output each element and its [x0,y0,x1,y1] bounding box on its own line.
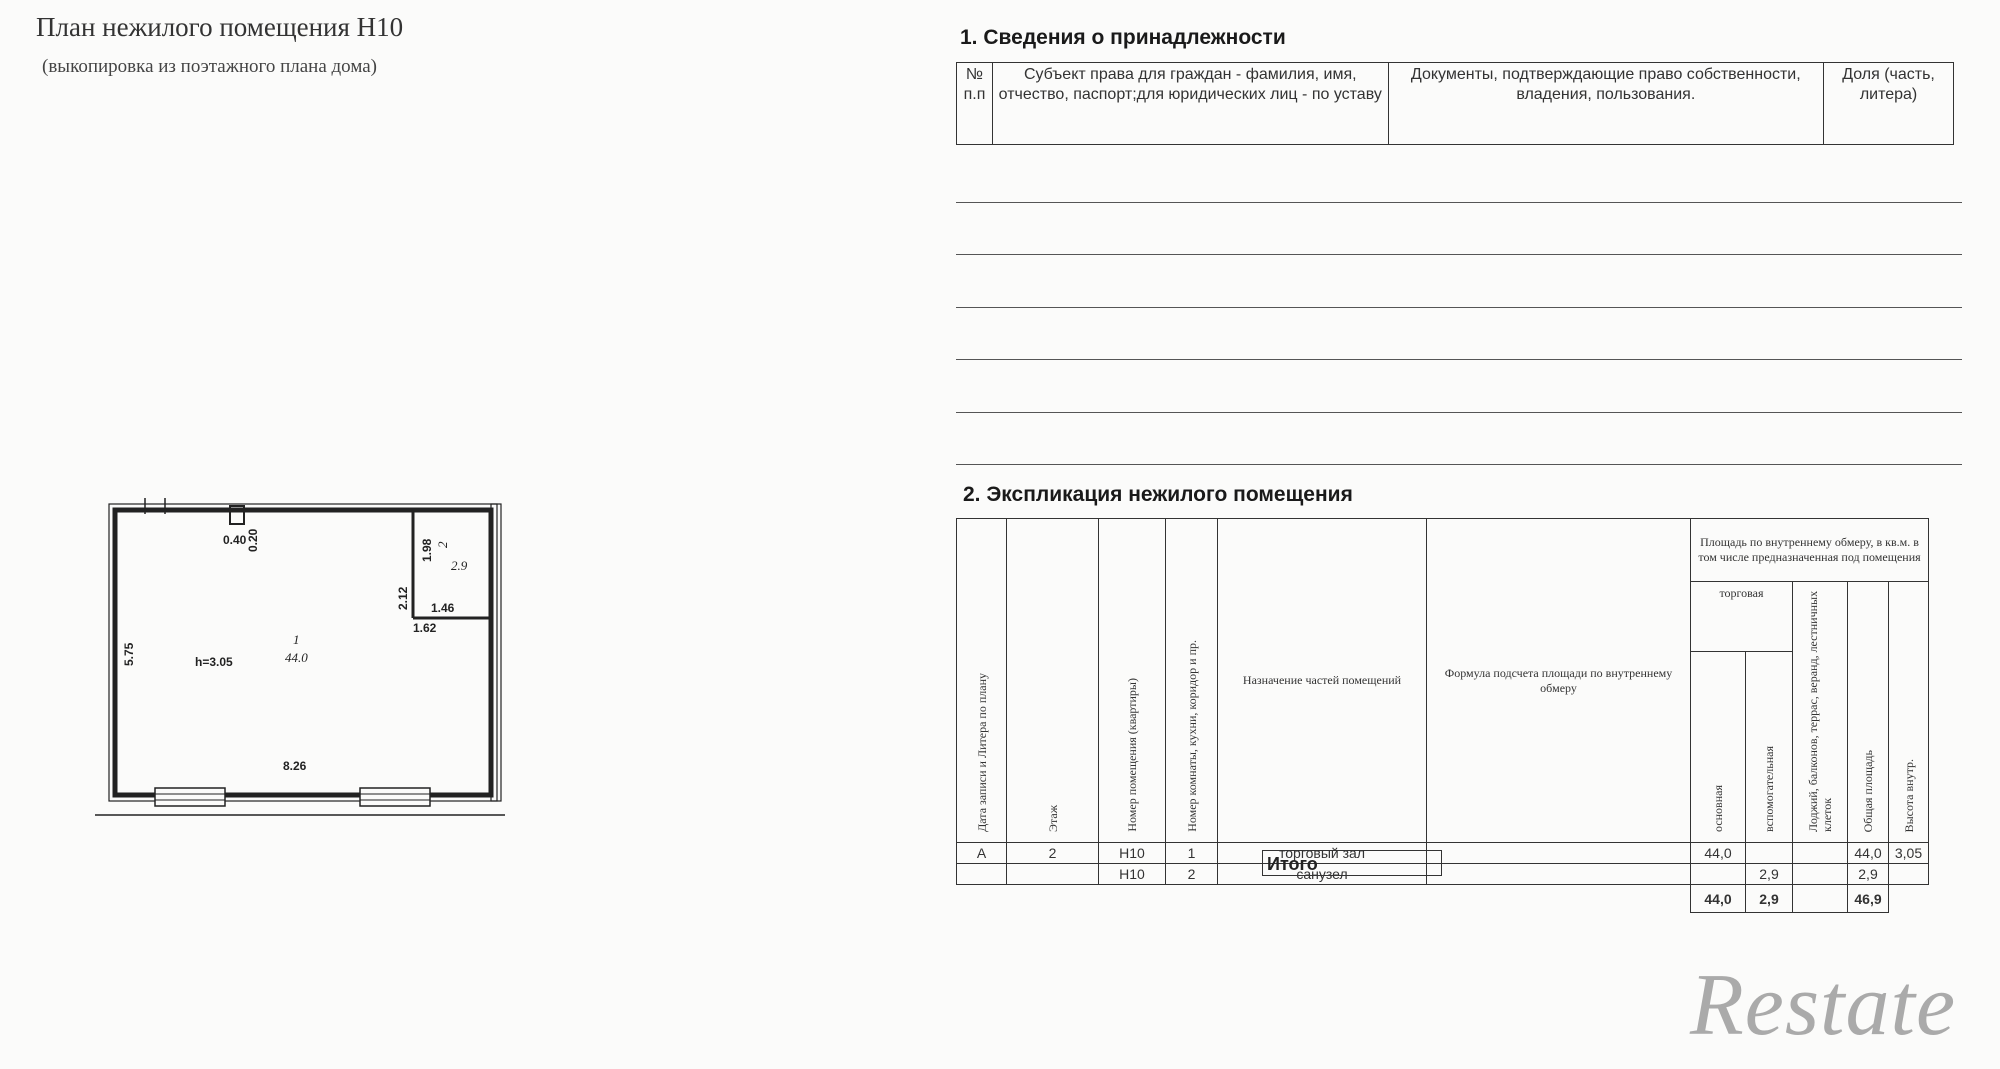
ownership-header-num: № п.п [957,63,993,145]
row2-lit [957,864,1007,885]
row2-total: 2,9 [1848,864,1889,885]
col-apt-header: Номер помещения (квартиры) [1099,519,1166,843]
ownership-header-subject: Субъект права для граждан - фамилия, имя, отчество, паспорт;для юридических лиц - по уставу [992,63,1388,145]
plan-room2-num: 2 [435,541,450,548]
row1-purpose: торговый зал [1218,843,1427,864]
totals-main: 44,0 [1691,885,1746,913]
section1-title: 1. Сведения о принадлежности [960,26,1286,49]
plan-title: План нежилого помещения Н10 [36,12,404,42]
row1-loggia [1793,843,1848,864]
row1-height: 3,05 [1889,843,1929,864]
blank-line [956,359,1962,360]
plan-dim-8-26: 8.26 [283,759,307,773]
plan-height: h=3.05 [195,655,233,669]
plan-dim-5-75: 5.75 [122,642,136,666]
ownership-header-row [957,63,1954,145]
ownership-header-share: Доля (часть, литера) [1824,63,1954,145]
row1-apt: Н10 [1099,843,1166,864]
ownership-header-documents: Документы, подтверждающие право собственности, владения, пользования. [1388,63,1824,145]
blank-line [956,412,1962,413]
totals-spacer [1427,885,1691,913]
col-main-header: основная [1691,652,1746,843]
totals-spacer [1218,885,1427,913]
col-room-header: Номер комнаты, кухни, коридор и пр. [1166,519,1218,843]
col-loggia-header: Лоджий, балконов, террас, веранд, лестничных клеток [1793,582,1848,843]
blank-line [956,202,1962,203]
row2-height [1889,864,1929,885]
totals-total: 46,9 [1848,885,1889,913]
blank-line [956,254,1962,255]
row2-apt: Н10 [1099,864,1166,885]
blank-line [956,464,1962,465]
row1-lit: А [957,843,1007,864]
totals-aux: 2,9 [1746,885,1793,913]
row1-aux [1746,843,1793,864]
row1-total: 44,0 [1848,843,1889,864]
row2-loggia [1793,864,1848,885]
door-opening-right [360,788,430,806]
col-height-header: Высота внутр. [1889,582,1929,843]
totals-height [1889,885,1929,913]
plan-room1-area: 44.0 [285,650,308,665]
col-purpose-header: Назначение частей помещений [1218,519,1427,843]
row2-purpose: санузел [1218,864,1427,885]
row1-formula [1427,843,1691,864]
col-date-header: Дата записи и Литера по плану [957,519,1007,843]
row2-main [1691,864,1746,885]
col-trade-header: торговая [1691,582,1793,652]
row2-floor [1007,864,1099,885]
totals-spacer [1007,885,1099,913]
totals-row [957,885,1929,913]
row2-room: 2 [1166,864,1218,885]
door-opening-left [155,788,225,806]
plan-room1-num: 1 [293,632,300,647]
totals-loggia [1793,885,1848,913]
table-row [957,843,1929,864]
plan-dim-0-20: 0.20 [246,528,260,552]
row2-aux: 2,9 [1746,864,1793,885]
col-formula-header: Формула подсчета площади по внутреннему обмеру [1427,519,1691,843]
row1-main: 44,0 [1691,843,1746,864]
col-aux-header: вспомогательная [1746,652,1793,843]
plan-room2-area: 2.9 [451,558,468,573]
blank-line [956,307,1962,308]
row2-formula [1427,864,1691,885]
col-area-group-header: Площадь по внутреннему обмеру, в кв.м. в том числе предназначенная под помещения [1691,519,1929,582]
plan-dim-1-62: 1.62 [413,621,437,635]
explication-header-row-1 [957,519,1929,582]
totals-spacer [1099,885,1166,913]
totals-label: Итого [1262,850,1442,876]
explication-table [956,518,1929,913]
section2-title: 2. Экспликация нежилого помещения [963,483,1353,506]
plan-dim-2-12: 2.12 [396,586,410,610]
table-row [957,864,1929,885]
plan-dim-1-98: 1.98 [420,538,434,562]
brand-logo: Restate [1690,957,1957,1054]
plan-subtitle: (выкопировка из поэтажного плана дома) [42,56,377,77]
row1-room: 1 [1166,843,1218,864]
row1-floor: 2 [1007,843,1099,864]
floor-plan [95,490,525,820]
plan-dim-1-46: 1.46 [431,601,455,615]
ownership-table [956,62,1954,145]
plan-dim-0-40: 0.40 [223,533,247,547]
totals-spacer [957,885,1007,913]
col-total-area-header: Общая площадь [1848,582,1889,843]
col-floor-header: Этаж [1007,519,1099,843]
totals-spacer [1166,885,1218,913]
